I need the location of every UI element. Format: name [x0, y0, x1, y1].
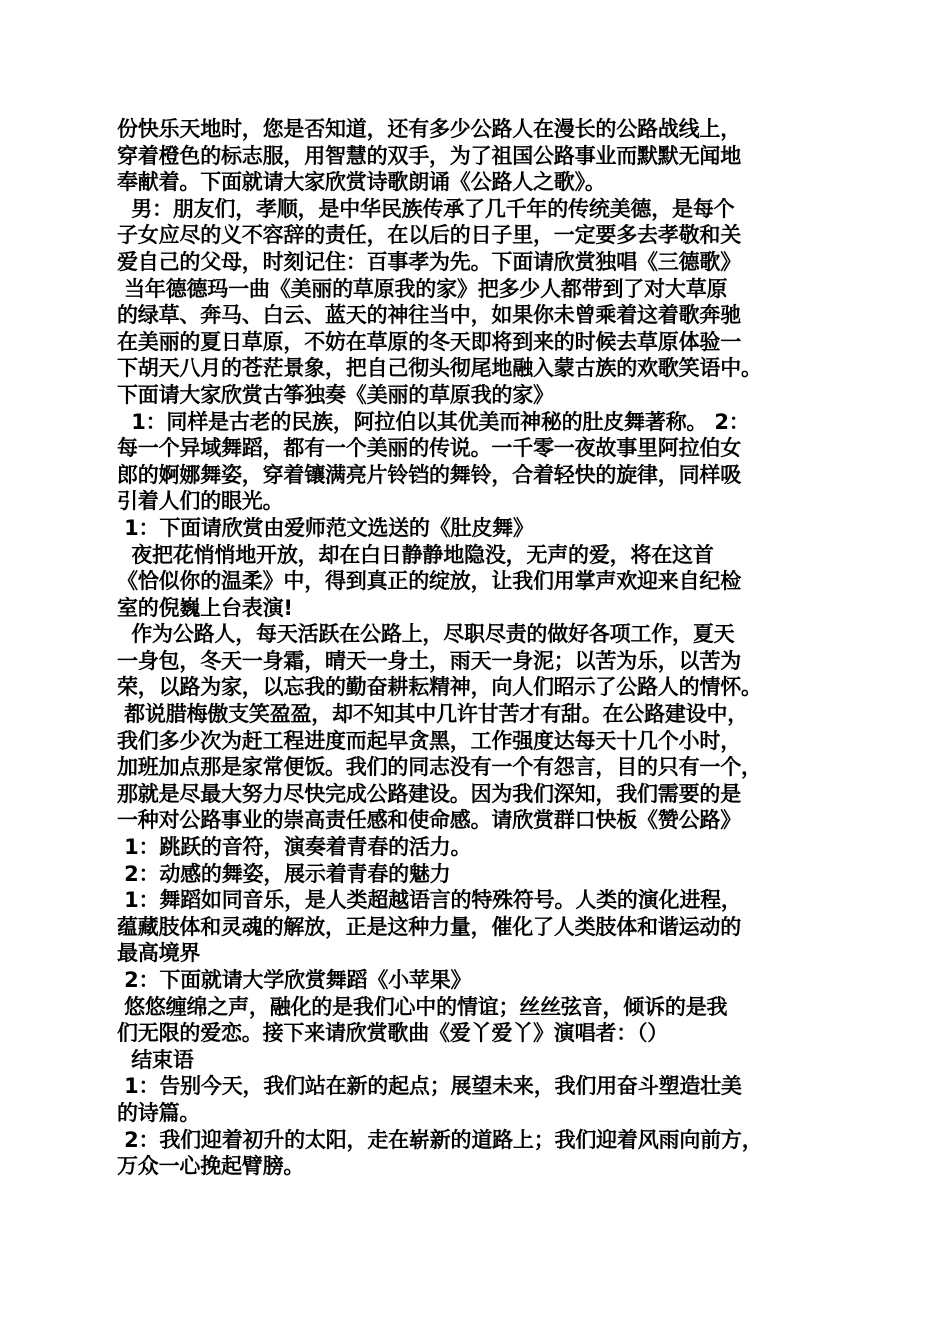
text-line: 那就是尽最大努力尽快完成公路建设。因为我们深知，我们需要的是 — [117, 781, 741, 806]
text-line: 爱自己的父母，时刻记住：百事孝为先。下面请欣赏独唱《三德歌》 — [117, 249, 741, 274]
text-line: 都说腊梅傲支笑盈盈，却不知其中几许甘苦才有甜。在公路建设中， — [117, 702, 749, 727]
text-line: 在美丽的夏日草原，不妨在草原的冬天即将到来的时候去草原体验一 — [117, 329, 741, 354]
text-line: 2：下面就请大学欣赏舞蹈《小苹果》 — [117, 968, 472, 992]
text-line: 2：动感的舞姿，展示着青春的魅力 — [117, 861, 451, 886]
text-line: 作为公路人，每天活跃在公路上，尽职尽责的做好各项工作，夏天 — [117, 622, 735, 647]
text-line: 《恰似你的温柔》中，得到真正的绽放，让我们用掌声欢迎来自纪检 — [117, 569, 741, 594]
text-line: 1：舞蹈如同音乐，是人类超越语言的特殊符号。人类的演化进程， — [117, 888, 742, 913]
text-line: 下胡天八月的苍茫景象，把自己彻头彻尾地融入蒙古族的欢歌笑语中。 — [117, 356, 762, 381]
text-line: 的绿草、奔马、白云、蓝天的神往当中，如果你未曾乘着这着歌奔驰 — [117, 303, 741, 328]
text-line: 的诗篇。 — [117, 1100, 201, 1125]
section-heading: 结束语 — [117, 1047, 194, 1072]
text-line: 们无限的爱恋。接下来请欣赏歌曲《爱丫爱丫》演唱者：（） — [117, 1021, 669, 1046]
text-line: 郎的婀娜舞姿，穿着镶满亮片铃铛的舞铃，合着轻快的旋律，同样吸 — [117, 462, 741, 487]
text-line: 1：下面请欣赏由爱师范文选送的《肚皮舞》 — [117, 515, 534, 540]
text-line: 每一个异域舞蹈，都有一个美丽的传说。一千零一夜故事里阿拉伯女 — [117, 436, 741, 461]
text-line: 男：朋友们，孝顺，是中华民族传承了几千年的传统美德，是每个 — [117, 196, 735, 221]
text-line: 最高境界 — [117, 941, 201, 966]
text-line: 一种对公路事业的崇高责任感和使命感。请欣赏群口快板《赞公路》 — [117, 808, 741, 833]
text-line: 室的倪巍上台表演! — [117, 595, 293, 620]
text-line: 夜把花悄悄地开放，却在白日静静地隐没，无声的爱，将在这首 — [117, 542, 714, 567]
text-line: 当年德德玛一曲《美丽的草原我的家》把多少人都带到了对大草原 — [117, 276, 728, 301]
text-line: 2：我们迎着初升的太阳，走在崭新的道路上；我们迎着风雨向前方， — [117, 1127, 763, 1152]
text-line: 子女应尽的义不容辞的责任，在以后的日子里，一定要多去孝敬和关 — [117, 223, 741, 248]
text-line: 我们多少次为赶工程进度而起早贪黑，工作强度达每天十几个小时， — [117, 728, 741, 753]
text-line: 份快乐天地时，您是否知道，还有多少公路人在漫长的公路战线上， — [117, 117, 741, 141]
text-line: 一身包，冬天一身霜，晴天一身土，雨天一身泥；以苦为乐，以苦为 — [117, 648, 741, 673]
text-line: 加班加点那是家常便饭。我们的同志没有一个有怨言，目的只有一个， — [117, 755, 762, 780]
text-line: 穿着橙色的标志服，用智慧的双手，为了祖国公路事业而默默无闻地 — [117, 143, 741, 168]
text-line: 下面请大家欣赏古筝独奏《美丽的草原我的家》 — [117, 382, 554, 407]
document-body — [117, 116, 847, 1180]
text-line: 1：跳跃的音符，演奏着青春的活力。 — [117, 835, 472, 860]
text-line: 蕴藏肢体和灵魂的解放，正是这种力量，催化了人类肢体和谐运动的 — [117, 914, 741, 939]
text-line: 1：告别今天，我们站在新的起点；展望未来，我们用奋斗塑造壮美 — [117, 1074, 742, 1099]
text-line: 引着人们的眼光。 — [117, 489, 284, 514]
text-line: 万众一心挽起臂膀。 — [117, 1154, 305, 1179]
text-line: 荣，以路为家，以忘我的勤奋耕耘精神，向人们昭示了公路人的情怀。 — [117, 675, 762, 700]
text-line: 奉献着。下面就请大家欣赏诗歌朗诵《公路人之歌》。 — [117, 170, 606, 195]
text-line: 1：同样是古老的民族，阿拉伯以其优美而神秘的肚皮舞著称。 2： — [117, 409, 750, 434]
text-line: 悠悠缠绵之声，融化的是我们心中的情谊；丝丝弦音，倾诉的是我 — [117, 994, 728, 1019]
